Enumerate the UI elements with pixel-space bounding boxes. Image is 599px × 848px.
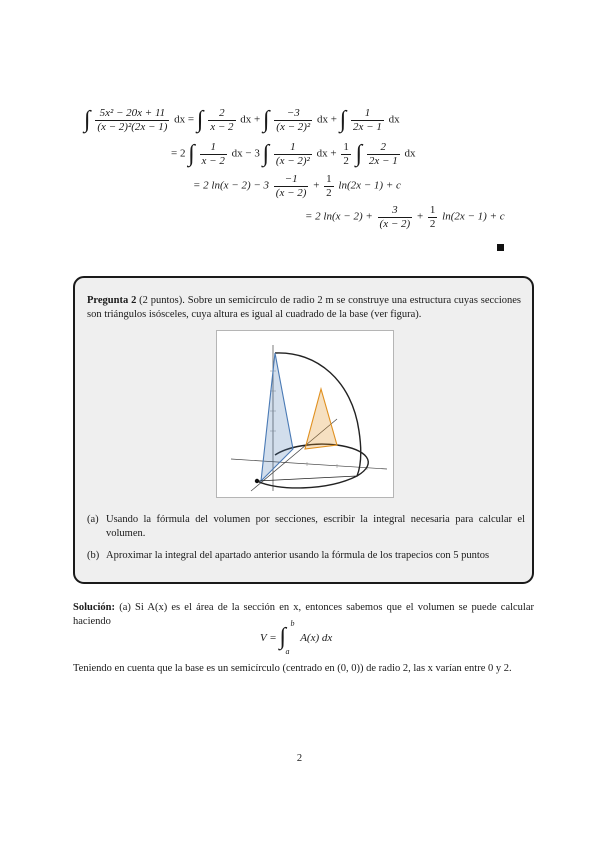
denominator: x − 2 xyxy=(210,120,234,133)
volume-formula xyxy=(260,621,332,655)
lead: = 2 ln(x − 2) − 3 xyxy=(193,179,270,192)
plus: + xyxy=(416,210,424,223)
dx: dx xyxy=(388,113,400,126)
integral-sign: ∫ xyxy=(262,107,270,134)
qed-square xyxy=(497,244,504,251)
lead: = 2 ln(x − 2) + xyxy=(305,210,373,223)
orange-cross-section xyxy=(305,389,337,449)
fraction xyxy=(378,204,413,230)
numerator: 1 xyxy=(343,141,349,153)
lower-limit: a xyxy=(285,647,290,656)
question-statement xyxy=(87,294,521,322)
fraction xyxy=(274,141,312,167)
lead: = 2 xyxy=(171,147,186,160)
item-label: (b) xyxy=(87,550,100,561)
numerator: 3 xyxy=(378,204,413,218)
fraction-half xyxy=(341,141,351,167)
denominator: 2 xyxy=(326,186,332,199)
dx: dx xyxy=(174,113,186,126)
denominator: (x − 2)² xyxy=(275,154,310,167)
solution-label: Solución: xyxy=(73,602,116,613)
integral-sign: ∫ xyxy=(339,107,347,134)
plus: + xyxy=(313,179,320,192)
item-label: (a) xyxy=(87,514,99,525)
integral-sign: ∫ xyxy=(355,141,363,168)
fraction xyxy=(351,107,384,133)
fraction xyxy=(274,173,309,199)
question-box xyxy=(73,276,534,584)
figure-3d-solid xyxy=(216,330,394,498)
plus: + xyxy=(330,147,337,160)
integral-sign: ∫ xyxy=(196,107,204,134)
numerator: 2 xyxy=(208,107,235,121)
formula-body: A(x) dx xyxy=(300,632,333,644)
solution-closing-text: Teniendo en cuenta que la base es un semicírculo (centrado en (0, 0)) de radio 2, las x varían entre 0 y 2. xyxy=(73,663,512,674)
numerator: 1 xyxy=(351,107,384,121)
item-text: Aproximar la integral del apartado anterior usando la fórmula de los trapecios con 5 puntos xyxy=(106,550,490,561)
solution-intro-text: (a) Si A(x) es el área de la sección en x, entonces sabemos que el volumen se puede calcular haciendo xyxy=(73,602,535,627)
dx: dx xyxy=(240,113,252,126)
figure-svg xyxy=(217,331,393,497)
formula-lhs: V = xyxy=(260,632,277,644)
integral-sign: ∫ xyxy=(84,107,91,134)
tail: ln(2x − 1) + c xyxy=(338,179,401,192)
item-text: Usando la fórmula del volumen por secciones, escribir la integral necesaria para calcular el volumen. xyxy=(106,514,525,539)
equals: = xyxy=(187,113,195,126)
denominator: (x − 2) xyxy=(379,217,411,230)
dx: dx xyxy=(316,113,328,126)
origin-point xyxy=(255,479,259,483)
equation-line-3 xyxy=(193,173,401,199)
solution-closing xyxy=(73,662,534,676)
denominator: (x − 2) xyxy=(275,186,307,199)
denominator: (x − 2)²(2x − 1) xyxy=(97,120,168,133)
equation-line-2 xyxy=(171,141,415,167)
x-axis xyxy=(231,459,387,469)
denominator: 2 xyxy=(429,217,436,230)
numerator: 1 xyxy=(326,173,332,185)
equation-line-4 xyxy=(305,204,505,230)
dx: dx xyxy=(316,147,328,160)
fraction xyxy=(200,141,227,167)
integral-sign: ∫ xyxy=(279,624,287,650)
fraction xyxy=(208,107,235,133)
numerator: 2 xyxy=(367,141,400,155)
denominator: 2x − 1 xyxy=(368,154,398,167)
equation-line-1 xyxy=(84,107,400,133)
integral-sign: ∫ xyxy=(262,141,270,168)
definite-integral xyxy=(279,621,297,655)
denominator: x − 2 xyxy=(201,154,225,167)
numerator: 5x² − 20x + 11 xyxy=(95,107,169,121)
plus: + xyxy=(254,113,261,126)
tail: ln(2x − 1) + c xyxy=(442,210,505,223)
question-text: Sobre un semicírculo de radio 2 m se construye una estructura cuyas secciones son triángulos isósceles, cuya altura es igual al cuadrado de la base (ver figura). xyxy=(87,295,521,320)
denominator: (x − 2)² xyxy=(276,120,311,133)
numerator: 1 xyxy=(429,204,436,216)
question-title: Pregunta 2 xyxy=(87,295,137,306)
fraction-half xyxy=(428,204,438,230)
dx: dx xyxy=(231,147,243,160)
plus: + xyxy=(330,113,337,126)
fraction xyxy=(274,107,312,133)
numerator: 1 xyxy=(200,141,227,155)
dx: dx xyxy=(404,147,416,160)
fraction-half xyxy=(324,173,334,199)
numerator: −3 xyxy=(274,107,312,121)
integral-sign: ∫ xyxy=(188,141,195,168)
upper-limit: b xyxy=(290,619,295,628)
base-diameter xyxy=(257,476,357,481)
blue-cross-section xyxy=(261,353,293,481)
denominator: 2 xyxy=(343,154,349,167)
fraction xyxy=(95,107,169,133)
minus-three: − 3 xyxy=(245,147,260,160)
question-points: (2 puntos). xyxy=(139,295,185,306)
denominator: 2x − 1 xyxy=(353,120,382,133)
numerator: 1 xyxy=(274,141,312,155)
page-number: 2 xyxy=(296,753,303,764)
numerator: −1 xyxy=(274,173,309,187)
fraction xyxy=(367,141,400,167)
